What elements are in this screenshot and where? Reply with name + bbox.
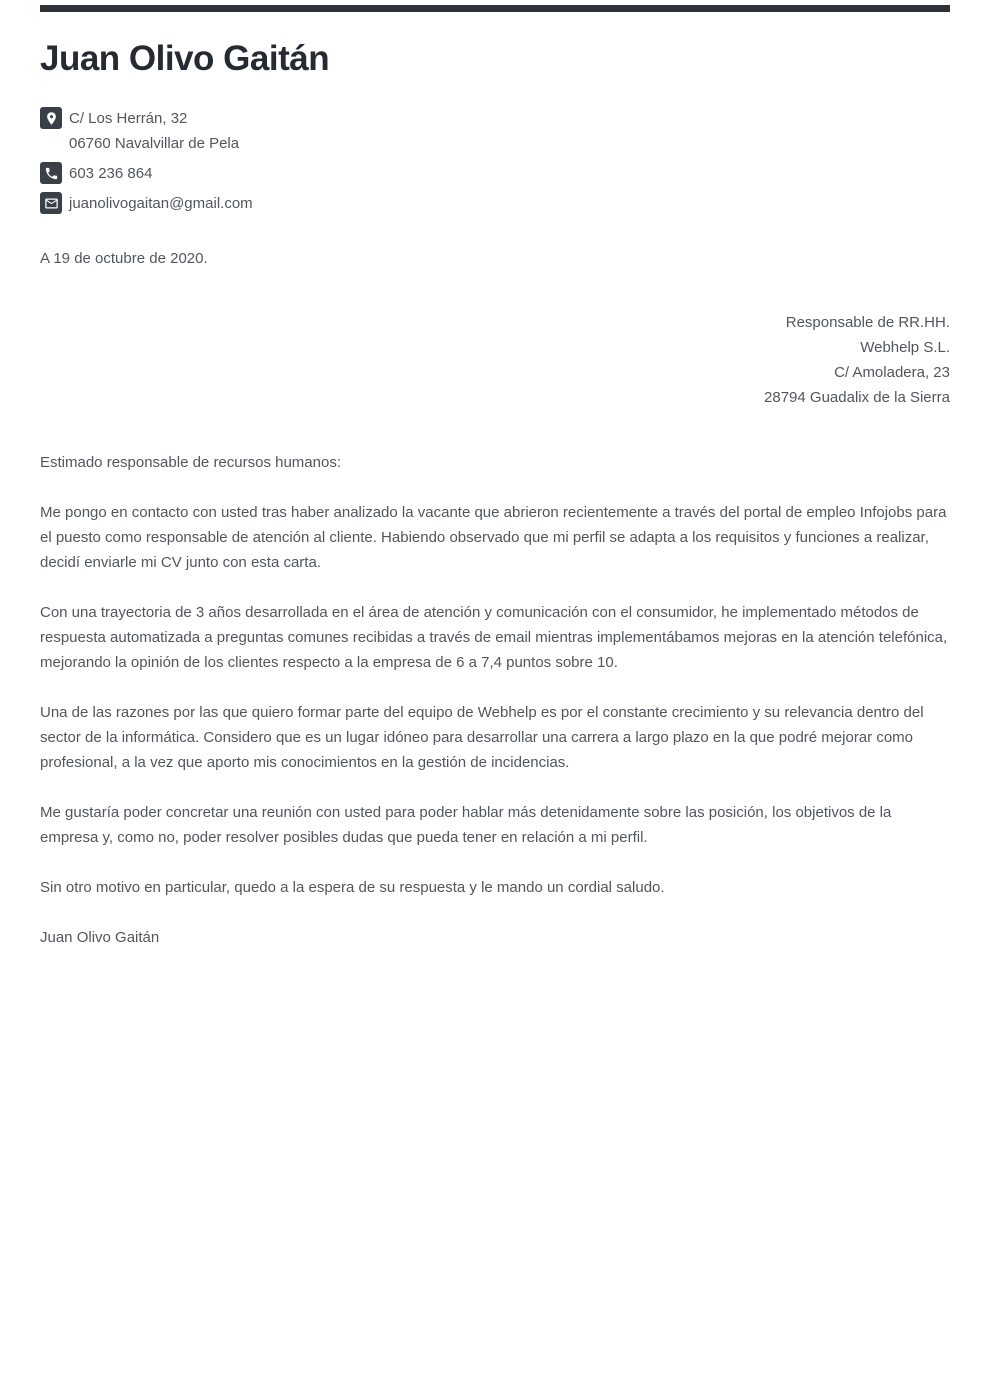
contact-email: juanolivogaitan@gmail.com bbox=[69, 195, 253, 212]
contact-row-address bbox=[40, 106, 950, 156]
letter-paragraph: Me pongo en contacto con usted tras haber analizado la vacante que abrieron recientemente a través del portal de empleo Infojobs para el puesto como responsable de atención al cliente. Habiendo observado que mi perfil se adapta a los requisitos y funciones a realizar, decidí enviarle mi CV junto con esta carta. bbox=[40, 504, 947, 571]
recipient-block bbox=[40, 310, 950, 410]
recipient-line: Responsable de RR.HH. bbox=[785, 314, 950, 331]
contact-address-line2: 06760 Navalvillar de Pela bbox=[69, 135, 240, 152]
letter-paragraph: Una de las razones por las que quiero formar parte del equipo de Webhelp es por el constante crecimiento y su relevancia dentro del sector de la informática. Considero que es un lugar idóneo para desarrollar una carrera a largo plazo en la que podré mejorar como profesional, a la vez que aporto mis conocimientos en la gestión de incidencias. bbox=[40, 704, 924, 771]
salutation: Estimado responsable de recursos humanos: bbox=[40, 454, 341, 471]
top-accent-bar bbox=[40, 5, 950, 12]
envelope-icon bbox=[40, 192, 62, 214]
signature: Juan Olivo Gaitán bbox=[40, 929, 160, 946]
contact-row-phone bbox=[40, 161, 950, 186]
page-title: Juan Olivo Gaitán bbox=[40, 39, 330, 78]
contact-address-line1: C/ Los Herrán, 32 bbox=[69, 110, 188, 127]
letter-paragraph: Me gustaría poder concretar una reunión con usted para poder hablar más detenidamente sobre las posición, los objetivos de la empresa y, como no, poder resolver posibles dudas que pueda tener en relación a mi perfil. bbox=[40, 804, 892, 846]
contact-row-email bbox=[40, 191, 950, 216]
location-pin-icon bbox=[40, 107, 62, 129]
letter-body bbox=[40, 246, 950, 950]
phone-icon bbox=[40, 162, 62, 184]
contact-block bbox=[40, 106, 950, 216]
recipient-line: 28794 Guadalix de la Sierra bbox=[764, 389, 950, 406]
closing-line: Sin otro motivo en particular, quedo a la espera de su respuesta y le mando un cordial saludo. bbox=[40, 879, 665, 896]
letter-date: A 19 de octubre de 2020. bbox=[40, 250, 208, 267]
recipient-line: Webhelp S.L. bbox=[860, 339, 950, 356]
contact-phone: 603 236 864 bbox=[69, 165, 153, 182]
recipient-line: C/ Amoladera, 23 bbox=[834, 364, 950, 381]
letter-paragraph: Con una trayectoria de 3 años desarrollada en el área de atención y comunicación con el consumidor, he implementado métodos de respuesta automatizada a preguntas comunes recibidas a través de email mientras implementábamos mejoras en la atención telefónica, mejorando la opinión de los clientes respecto a la empresa de 6 a 7,4 puntos sobre 10. bbox=[40, 604, 948, 671]
contact-address bbox=[69, 106, 239, 156]
